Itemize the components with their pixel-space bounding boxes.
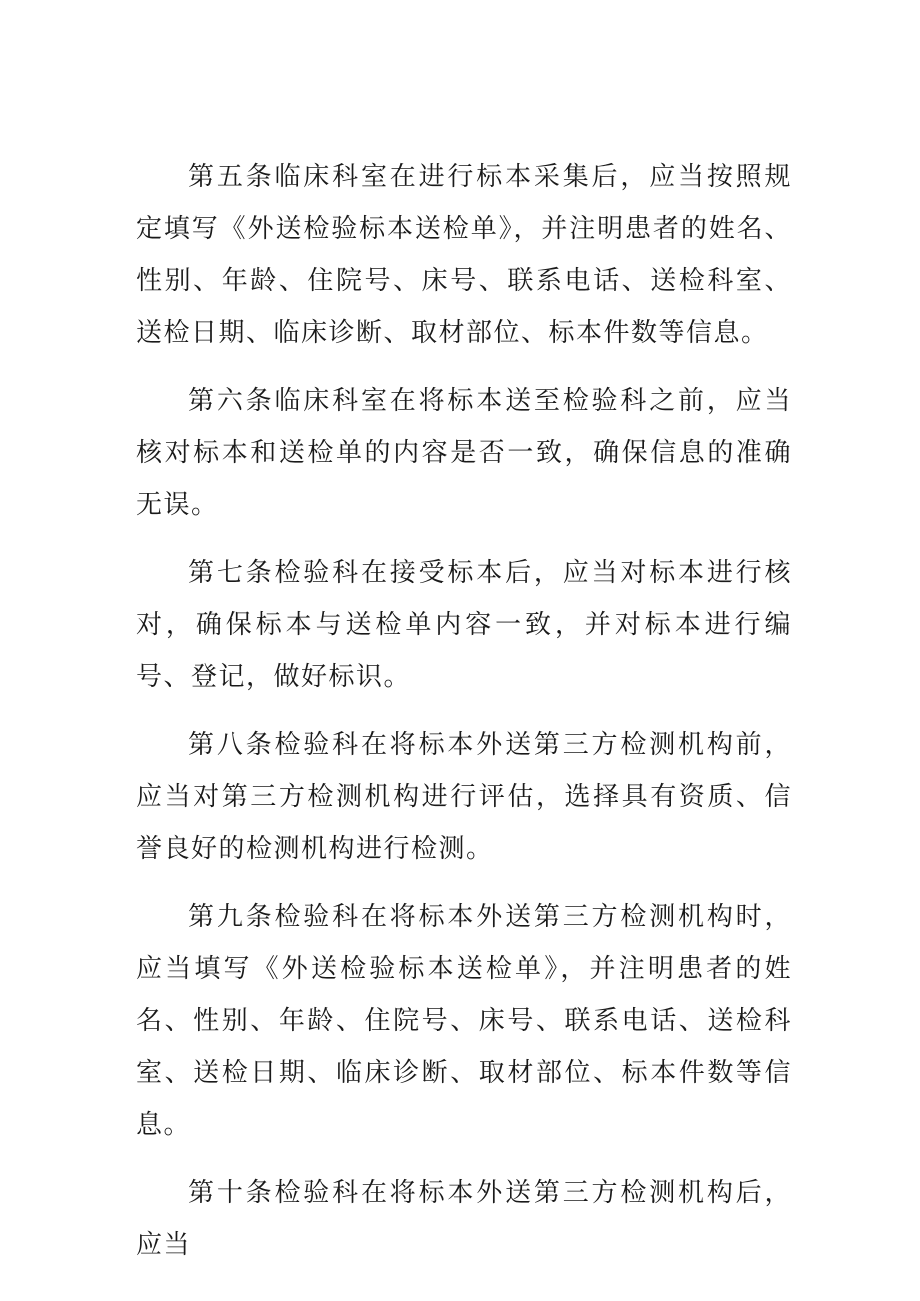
article-5-paragraph: 第五条临床科室在进行标本采集后，应当按照规定填写《外送检验标本送检单》，并注明患者的姓名、性别、年龄、住院号、床号、联系电话、送检科室、送检日期、临床诊断、取材部位、标本件数等信息。 (136, 162, 792, 348)
article-7-paragraph: 第七条检验科在接受标本后，应当对标本进行核对，确保标本与送检单内容一致，并对标本进行编号、登记，做好标识。 (136, 558, 792, 692)
document-body (136, 151, 792, 1287)
article-9-paragraph: 第九条检验科在将标本外送第三方检测机构时，应当填写《外送检验标本送检单》，并注明患者的姓名、性别、年龄、住院号、床号、联系电话、送检科室、送检日期、临床诊断、取材部位、标本件数等信息。 (136, 902, 792, 1140)
article-8-paragraph: 第八条检验科在将标本外送第三方检测机构前，应当对第三方检测机构进行评估，选择具有资质、信誉良好的检测机构进行检测。 (136, 730, 792, 864)
article-6-paragraph: 第六条临床科室在将标本送至检验科之前，应当核对标本和送检单的内容是否一致，确保信息的准确无误。 (136, 386, 792, 520)
article-10-paragraph: 第十条检验科在将标本外送第三方检测机构后，应当 (136, 1178, 792, 1260)
